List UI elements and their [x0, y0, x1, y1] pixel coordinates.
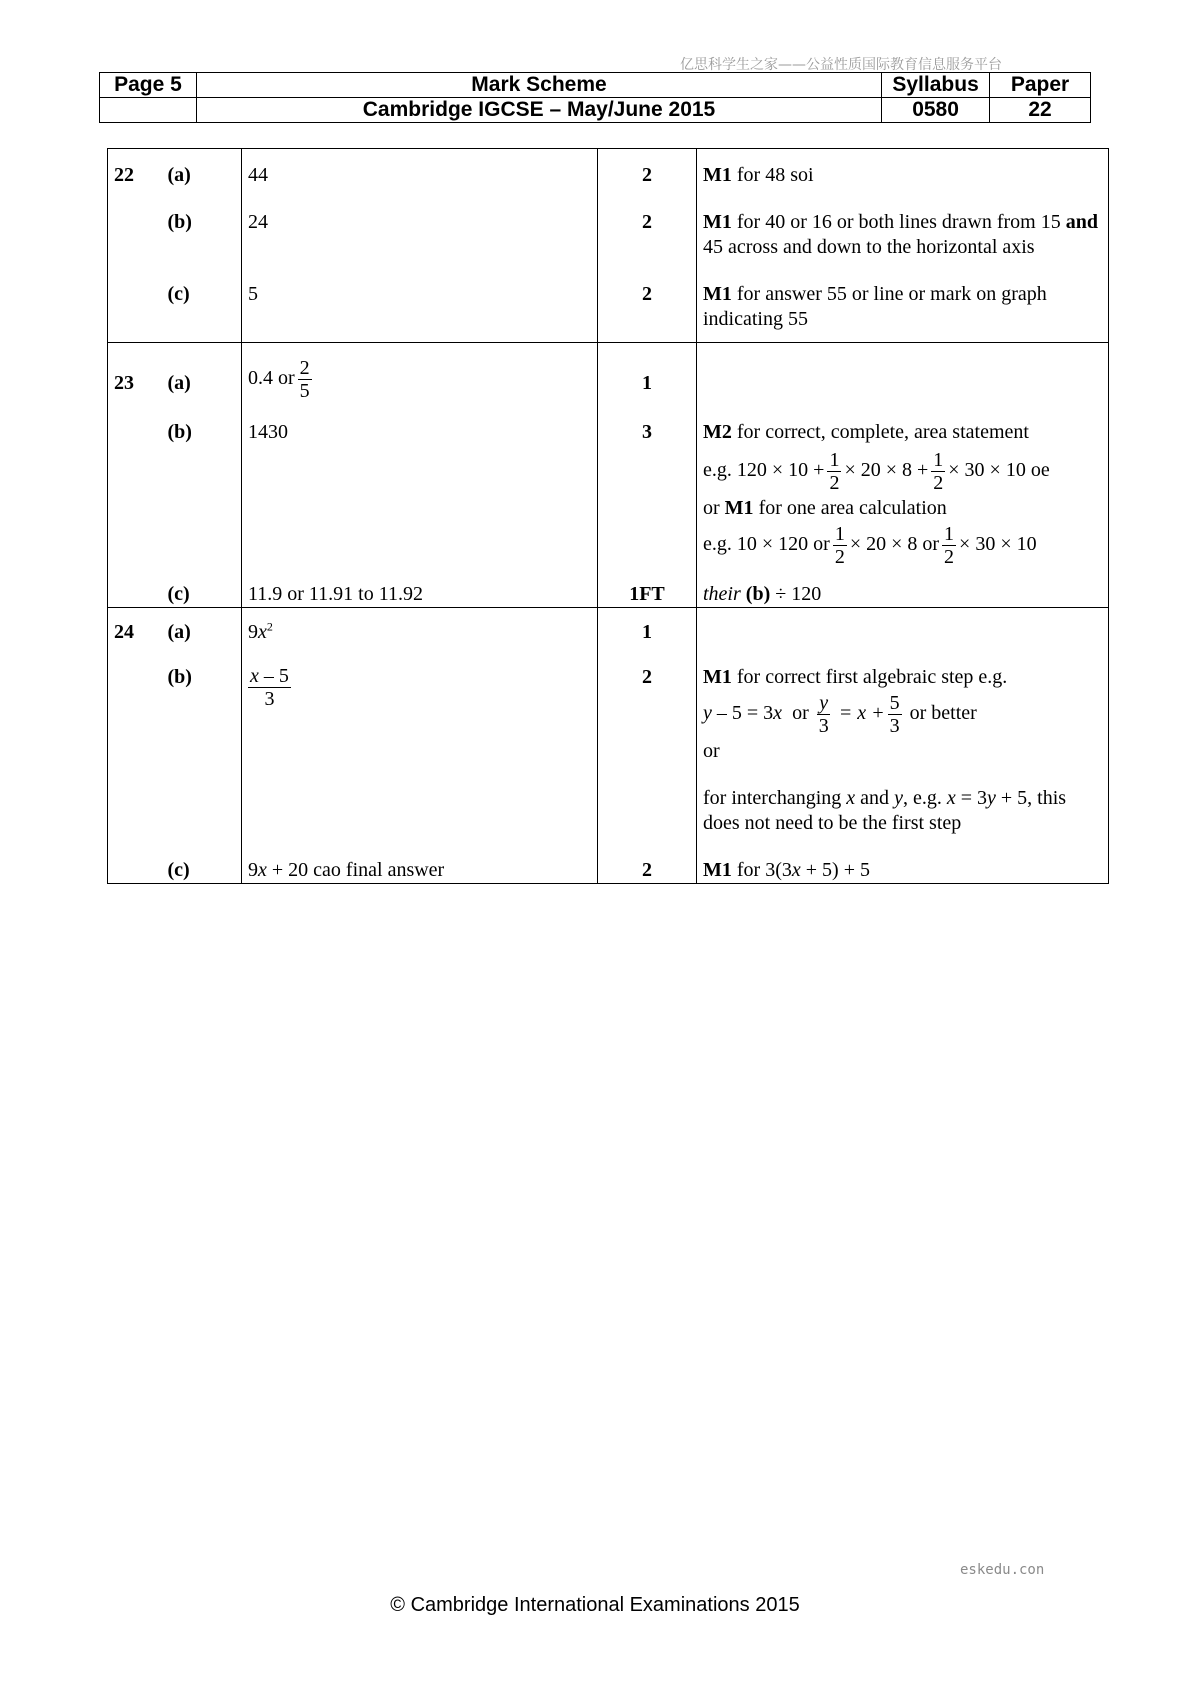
- answer-text: 9: [248, 859, 258, 881]
- fraction: [817, 692, 831, 737]
- guidance-text: + 5, this does not need to be the first step: [703, 787, 1067, 834]
- header-empty-cell: [100, 98, 197, 123]
- paper-label: Paper: [990, 73, 1091, 98]
- fraction-numerator: 2: [299, 357, 310, 379]
- question-number: 22: [108, 149, 168, 189]
- question-number: [108, 568, 168, 608]
- part-label: (c): [168, 836, 242, 884]
- fraction-numerator: 1: [933, 449, 944, 471]
- guidance-text: + 5) + 5: [800, 859, 870, 881]
- guidance-text: for 40 or 16 or both lines drawn from 15: [731, 211, 1066, 233]
- guidance-text: × 30 × 10 oe: [948, 459, 1050, 482]
- guidance-line: [703, 523, 1104, 568]
- mark-cell: 1: [598, 343, 697, 403]
- guidance-text: or better: [904, 702, 977, 725]
- fraction: [888, 692, 902, 737]
- mark-cell: 2: [598, 645, 697, 836]
- question-number: [108, 645, 168, 836]
- part-label: (c): [168, 260, 242, 343]
- answer-cell: [242, 608, 598, 646]
- guidance-text: = 3: [955, 787, 988, 809]
- guidance-text: and: [855, 787, 895, 809]
- guidance-cell: [697, 608, 1109, 646]
- guidance-cell: [697, 188, 1109, 260]
- guidance-variable: x: [946, 787, 956, 809]
- fraction: [942, 523, 956, 568]
- table-row: [108, 343, 1109, 403]
- guidance-text: × 20 × 8 +: [844, 459, 929, 482]
- header-title: Mark Scheme: [196, 73, 881, 98]
- method-mark: M1: [724, 497, 754, 519]
- question-number: [108, 836, 168, 884]
- method-mark: M2: [703, 421, 732, 443]
- guidance-text: = x +: [833, 702, 885, 725]
- part-label: (a): [168, 343, 242, 403]
- guidance-line: [703, 786, 1104, 836]
- table-row: [108, 568, 1109, 608]
- guidance-text: for correct first algebraic step e.g.: [731, 666, 1008, 688]
- mark-cell: 1: [598, 608, 697, 646]
- guidance-line: [703, 496, 1104, 521]
- mark-scheme-header: [99, 72, 1091, 123]
- mark-cell: 2: [598, 836, 697, 884]
- mark-cell: 1FT: [598, 568, 697, 608]
- guidance-variable: y: [987, 787, 996, 809]
- mark-cell: 2: [598, 188, 697, 260]
- part-label: (a): [168, 149, 242, 189]
- watermark-bottom: eskedu.con: [960, 1562, 1045, 1578]
- guidance-text: × 30 × 10: [959, 533, 1037, 556]
- question-number: 23: [108, 343, 168, 403]
- mark-cell: 2: [598, 149, 697, 189]
- fraction-denominator: 2: [933, 472, 944, 494]
- fraction-numerator: y: [819, 692, 829, 714]
- guidance-text: for one area calculation: [753, 497, 947, 519]
- mark-scheme-table: [107, 148, 1109, 884]
- method-mark: M1: [703, 859, 732, 881]
- method-mark: M1: [703, 666, 732, 688]
- method-mark: M1: [703, 211, 732, 233]
- guidance-cell: [697, 343, 1109, 403]
- guidance-text: for interchanging: [703, 787, 847, 809]
- fraction: [298, 357, 312, 402]
- guidance-variable: x: [791, 859, 801, 881]
- answer-variable: x: [250, 665, 259, 687]
- guidance-cell: [697, 260, 1109, 343]
- paper-value: 22: [990, 98, 1091, 123]
- page-label: Page 5: [100, 73, 197, 98]
- guidance-variable: x: [846, 787, 856, 809]
- question-number: [108, 402, 168, 568]
- fraction-denominator: 2: [834, 546, 845, 568]
- guidance-text: or: [703, 497, 725, 519]
- guidance-text: for 3(3: [731, 859, 792, 881]
- guidance-text: or: [782, 702, 814, 725]
- method-mark: M1: [703, 164, 732, 186]
- answer-text: 0.4 or: [248, 367, 295, 390]
- fraction: [248, 665, 291, 710]
- answer-cell: 5: [242, 260, 598, 343]
- fraction-denominator: 2: [944, 546, 955, 568]
- fraction: [833, 523, 847, 568]
- guidance-text: , e.g.: [902, 787, 947, 809]
- table-row: [108, 836, 1109, 884]
- answer-text: – 5: [258, 665, 289, 687]
- method-mark: M1: [703, 283, 732, 305]
- guidance-text: for 48 soi: [731, 164, 814, 186]
- guidance-line: or: [703, 740, 720, 762]
- fraction-numerator: 5: [889, 692, 900, 714]
- table-row: [108, 402, 1109, 568]
- copyright-footer: © Cambridge International Examinations 2015: [390, 1594, 800, 1616]
- answer-cell: 24: [242, 188, 598, 260]
- fraction-denominator: 3: [264, 688, 275, 710]
- guidance-line: [703, 449, 1104, 494]
- part-label: (b): [168, 188, 242, 260]
- part-label: (c): [168, 568, 242, 608]
- question-number: [108, 260, 168, 343]
- guidance-cell: [697, 402, 1109, 568]
- fraction-numerator: 1: [829, 449, 840, 471]
- answer-variable: x: [258, 621, 267, 643]
- mark-cell: 3: [598, 402, 697, 568]
- question-number: [108, 188, 168, 260]
- answer-exponent: 2: [266, 619, 273, 634]
- guidance-line: [703, 665, 1104, 690]
- guidance-cell: [697, 149, 1109, 189]
- table-row: [108, 645, 1109, 836]
- guidance-variable: y: [894, 787, 903, 809]
- question-number: 24: [108, 608, 168, 646]
- table-row: [108, 149, 1109, 189]
- guidance-line: [703, 692, 1104, 737]
- header-subtitle: Cambridge IGCSE – May/June 2015: [196, 98, 881, 123]
- guidance-text: – 5 = 3: [711, 702, 774, 725]
- fraction-numerator: 1: [944, 523, 955, 545]
- guidance-text: ÷ 120: [770, 583, 822, 605]
- fraction: [827, 449, 841, 494]
- guidance-text: e.g. 10 × 120 or: [703, 533, 830, 556]
- answer-cell: 1430: [242, 402, 598, 568]
- guidance-line: [703, 420, 1104, 445]
- fraction-denominator: 3: [818, 715, 829, 737]
- part-label: (b): [168, 402, 242, 568]
- guidance-bold-and: and: [1065, 211, 1098, 233]
- answer-text: + 20 cao final answer: [266, 859, 445, 881]
- answer-cell: [242, 343, 598, 403]
- answer-variable: x: [258, 859, 267, 881]
- table-row: [108, 188, 1109, 260]
- answer-cell: 44: [242, 149, 598, 189]
- guidance-text: 45 across and down to the horizontal axis: [703, 236, 1035, 258]
- fraction-numerator: 1: [834, 523, 845, 545]
- guidance-italic: their: [703, 583, 741, 605]
- mark-cell: 2: [598, 260, 697, 343]
- answer-cell: [242, 645, 598, 836]
- answer-coefficient: 9: [248, 621, 258, 643]
- fraction-denominator: 5: [299, 380, 310, 402]
- syllabus-label: Syllabus: [882, 73, 990, 98]
- table-row: [108, 260, 1109, 343]
- fraction-denominator: 3: [889, 715, 900, 737]
- answer-cell: 11.9 or 11.91 to 11.92: [242, 568, 598, 608]
- fraction: [931, 449, 945, 494]
- guidance-bold: (b): [745, 583, 771, 605]
- fraction-denominator: 2: [829, 472, 840, 494]
- guidance-cell: [697, 836, 1109, 884]
- watermark-top: 亿思科学生之家——公益性质国际教育信息服务平台: [680, 57, 1002, 73]
- guidance-text: for answer 55 or line or mark on graph indicating 55: [703, 283, 1047, 330]
- table-row: [108, 608, 1109, 646]
- guidance-cell: [697, 645, 1109, 836]
- part-label: (a): [168, 608, 242, 646]
- guidance-variable: x: [773, 702, 783, 725]
- guidance-cell: [697, 568, 1109, 608]
- guidance-text: × 20 × 8 or: [849, 533, 940, 556]
- guidance-text: e.g. 120 × 10 +: [703, 459, 825, 482]
- guidance-variable: y: [703, 702, 712, 725]
- guidance-text: for correct, complete, area statement: [731, 421, 1029, 443]
- syllabus-value: 0580: [882, 98, 990, 123]
- fraction-numerator: [248, 665, 291, 688]
- part-label: (b): [168, 645, 242, 836]
- answer-cell: [242, 836, 598, 884]
